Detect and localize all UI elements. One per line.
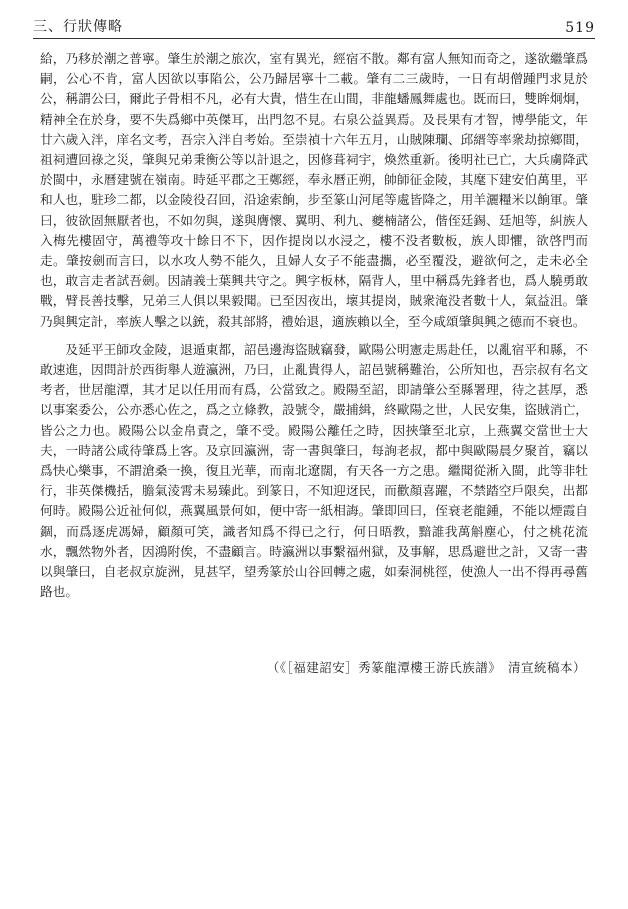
paragraph: 及延平王師攻金陵，退遁東都，詔邑邊海盜賊竊發，歐陽公明憲走馬赴任，以亂宿平和縣，不敢速進，因問計於西街舉人遊瀛洲，乃曰，止亂貴得人，詔邑號稱難治，公所知也，吾宗叔有名文考者，世居龍潭，其才足以任用而有爲，公當致之。殿陽至詔，即請肇公至縣署理，待之甚厚，悉以事案委公，公亦悉心佐之，爲之立條教，設號令，嚴捕緝，終歐陽之世，人民安集，盜賊消亡，皆公之力也。殿陽公以金帛責之，肇不受。殿陽公離任之時，因挾肇至北京，上燕翼交當世士大夫，一時諸公咸待肇爲上客。及京回瀛洲，寄一書與肇曰，每詢老叔，都中與歐陽晨夕聚首，竊以爲快心樂事，不謂滄桑一換，復且光華，而南北遼闊，有天各一方之患。繼聞從淅入閩，此等非牡行，非英傑機括，膽氣淩霄未易臻此。到篆日，不知迎迓民，而歡顏喜躍，不禁踏空戶限矣，出都何時。殿陽公近祉何似，燕翼風景何如，便中寄一紙相誨。肇即回曰，侄衰老龍鍾，不能以煙霞自錮，而爲逐虎馮婦，顧顏可笑，識者知爲不得已之行，何日晤教，黯誰我萬斛塵心，付之桃花流水，飄然物外者，因鴻附俟，不盡顧言。時瀛洲以事繫福州獄，及事解，思爲避世之計，又寄一書以與肇曰，自老叔京旋洲，見甚罕，望秀篆於山谷回轉之處，如秦洞桃徑，使漁人一出不得再尋舊路也。 [40, 341, 588, 600]
paragraph: 給，乃移於潮之普寧。肇生於潮之旅次，室有異光，經宿不散。鄰有富人無知而奇之，遂欲繼肇爲嗣，公心不肯，富人因欲以事陷公，公乃歸居寧十二載。肇有二三歲時，一日有胡僧踵門求見於公，稱謂公曰，爾此子骨相不凡，必有大貴，惜生在山間，非龍蟠鳳舞處也。既而曰，雙眸炯炯，精神全在於身，要不失爲鄉中英傑耳，出門忽不見。右泉公益異焉。及長果有才智，博學能文，年廿六歲入泮，庠名文考，吾宗入泮自考始。至崇禎十六年五月，山賊陳瓓、邱縉等率衆劫掠鄉間，祖祠遭回祿之災，肇與兄弟秉衡公等以計退之，因修葺祠宇，煥然重新。後明社已亡，大兵虜降武於閩中，永曆建號在嶺南。時延平郡之王鄭經，奉永曆正朔，帥師征金陵，其麾下建安伯萬里，平和人也，駐珍二都，以金陵役召回，沿途索餉，步至篆山河尾等處皆降之，用羊灑糧米以餉軍。肇曰，彼欲固無厭者也，不如勿與，遂與膺懷、翼明、利九、夔楠諸公，偕侄廷錫、廷旭等，糾族人入梅先樓固守，萬禮等攻十餘日不下，因作提岗以水浸之，樓不没者數板，族人即懼，欲啓門而走。肇按劍而言曰，以水攻人勢不能久，且婦人女子不能盡攜，必至覆没，避欲何之，走未必全也，敢言走者試吾劍。因請義士葉興共守之。興字板林，隔背人，里中稱爲先鋒者也，爲人驍勇敢戰，臂長善技擊，兄弟三人俱以果毅聞。已至因夜出，壞其提岗，賊衆淹没者數十人，氣益沮。肇乃與興定計，率族人擊之以銃，殺其部將，禮始退，適族賴以全，至今咸頌肇與興之德而不衰也。 [40, 51, 588, 329]
running-header [33, 14, 595, 36]
section-title: 三、行狀傳略 [33, 19, 123, 35]
main-text [40, 49, 588, 602]
source-citation: （《［福建詔安］秀篆龍潭樓王游氏族譜》 清宣統稿本） [266, 660, 586, 675]
header-divider [33, 38, 595, 39]
page-number: 519 [565, 20, 595, 36]
